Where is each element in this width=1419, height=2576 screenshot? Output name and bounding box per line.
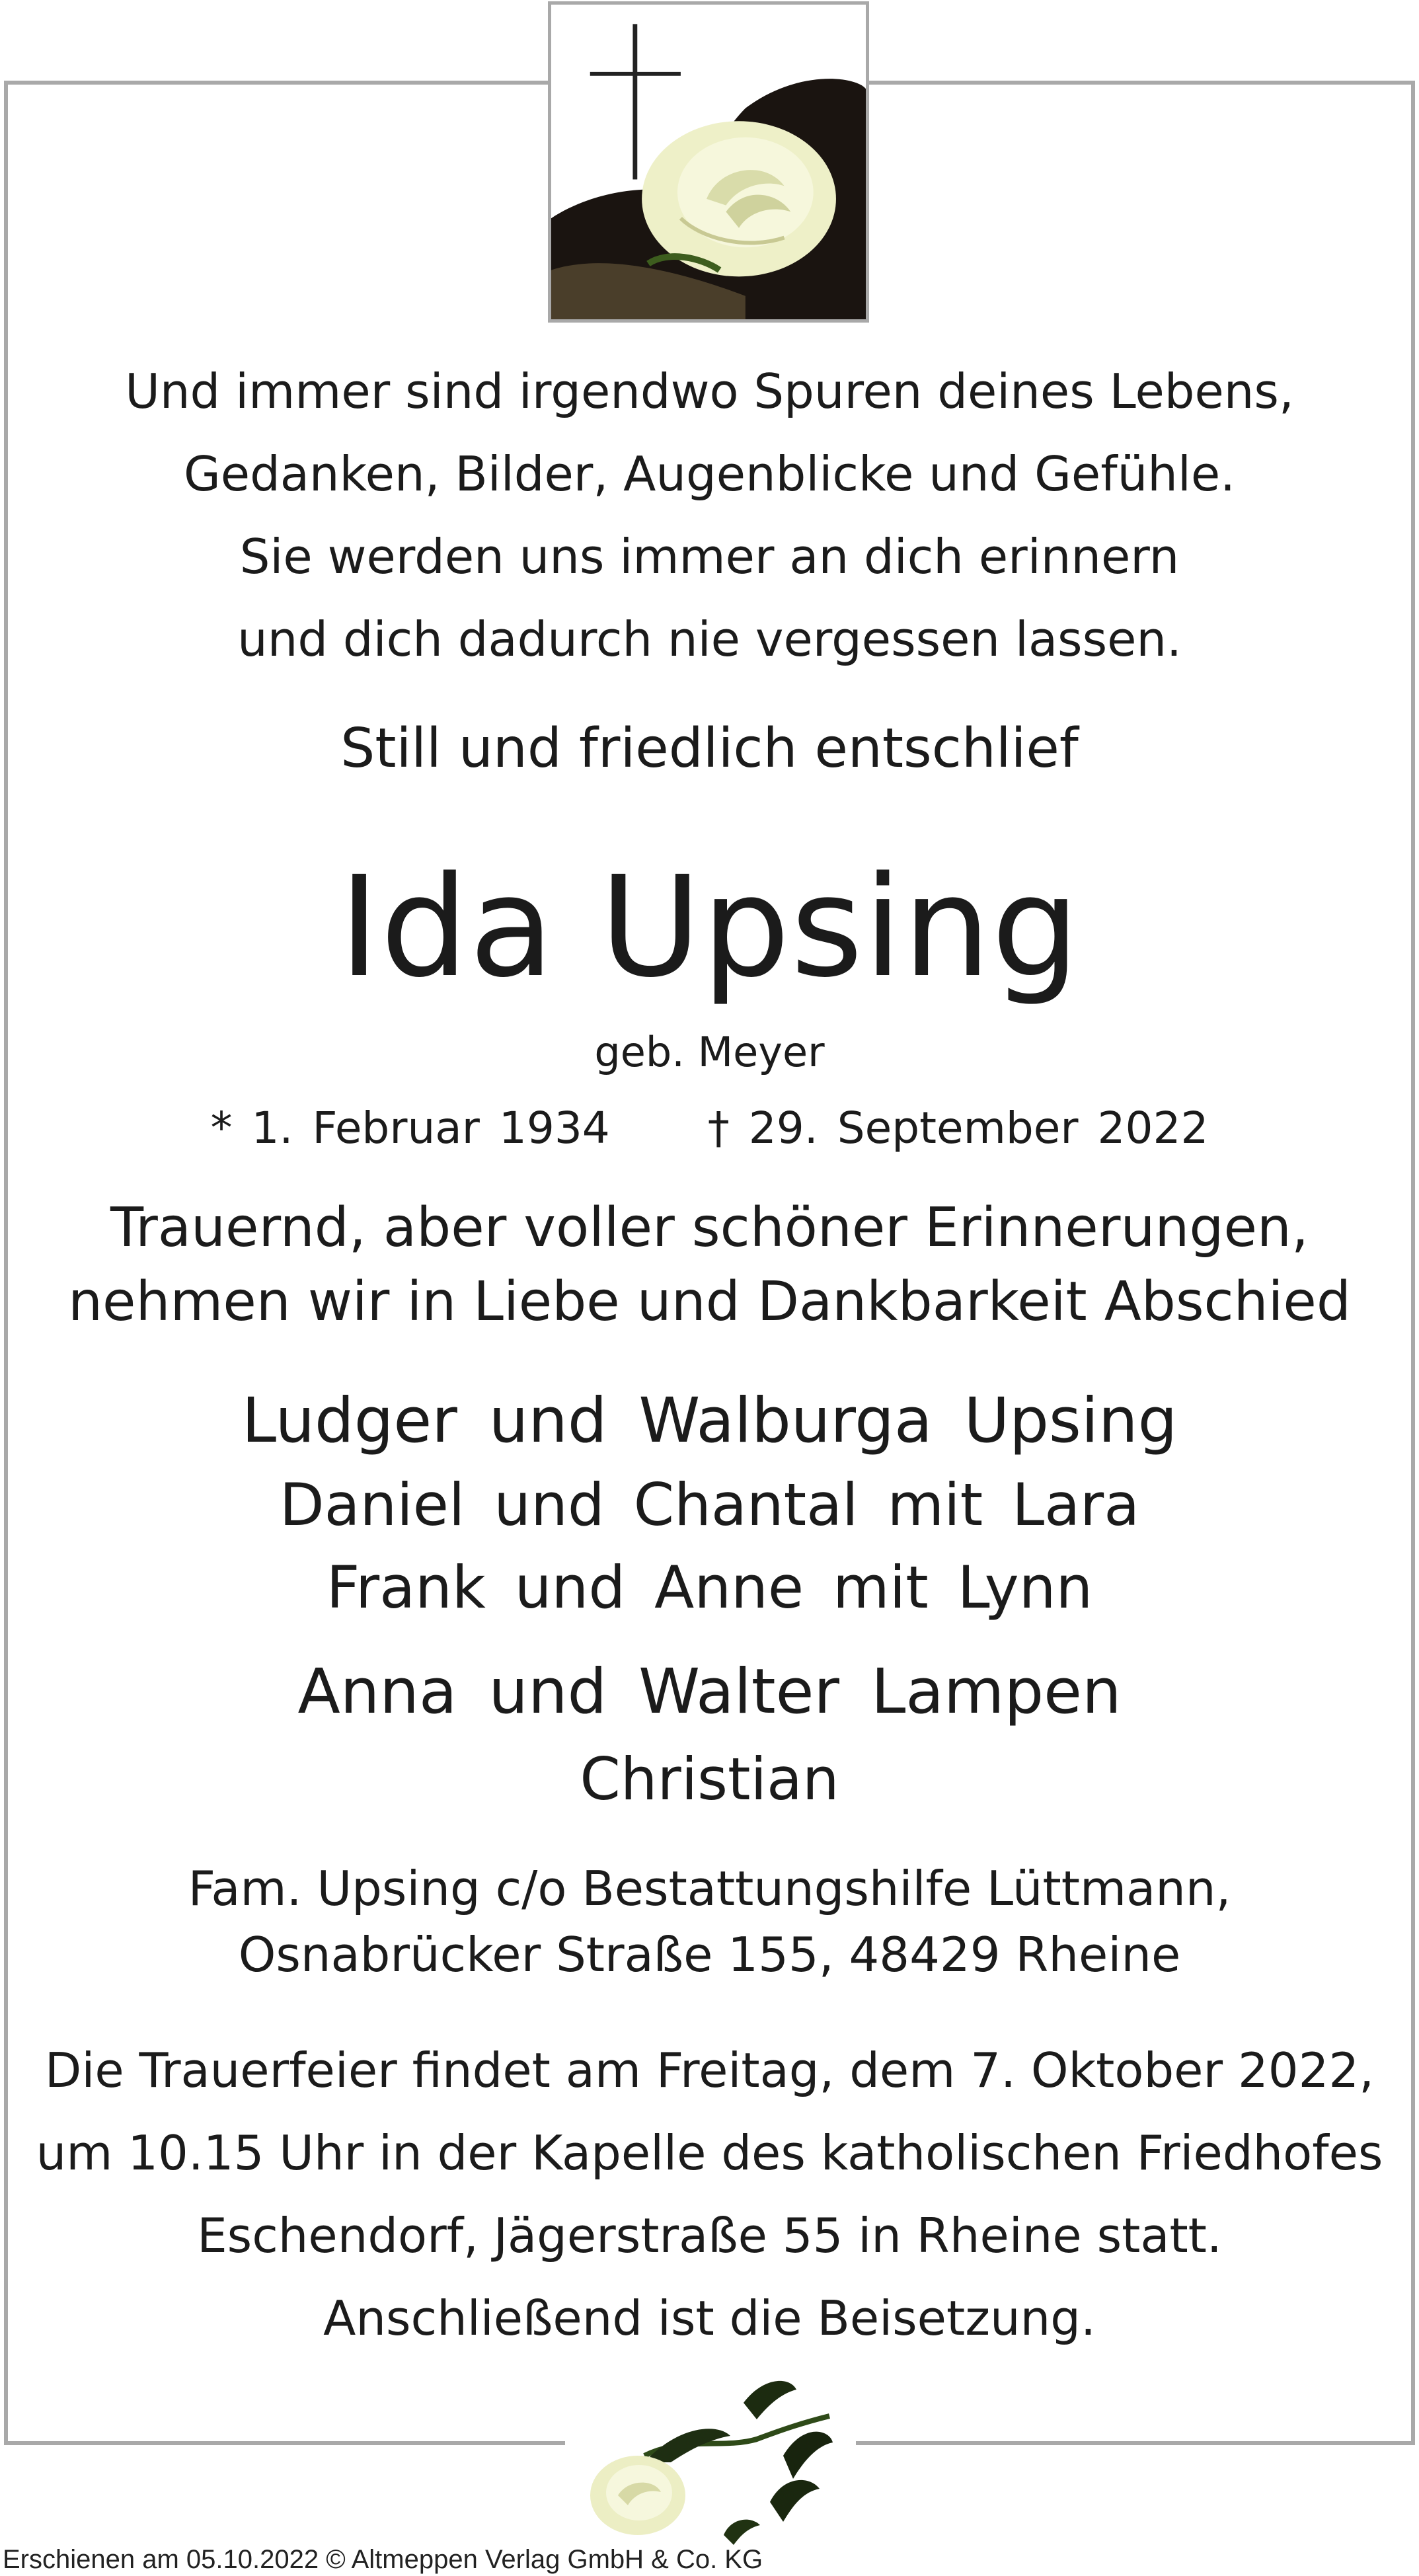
publication-footer: Erschienen am 05.10.2022 © Altmeppen Verlag GmbH & Co. KG	[3, 2545, 763, 2574]
life-dates	[0, 1103, 1419, 1153]
birth-name: geb. Meyer	[594, 1028, 825, 1076]
service-line-4: Anschließend ist die Beisetzung.	[323, 2290, 1096, 2346]
death-date: † 29. September 2022	[707, 1103, 1209, 1153]
verse-line-3: Sie werden uns immer an dich erinnern	[239, 529, 1180, 584]
address-line-1: Fam. Upsing c/o Bestattungshilfe Lüttmann,	[188, 1861, 1231, 1916]
address-line-2: Osnabrücker Straße 155, 48429 Rheine	[238, 1927, 1181, 1982]
service-line-3: Eschendorf, Jägerstraße 55 in Rheine statt.	[197, 2208, 1222, 2263]
family-main-1: Ludger und Walburga Upsing	[241, 1385, 1178, 1457]
service-line-1: Die Trauerfeier findet am Freitag, dem 7. Oktober 2022,	[44, 2043, 1375, 2098]
deceased-name: Ida Upsing	[338, 846, 1081, 1008]
family-member: Frank und Anne mit Lynn	[326, 1553, 1093, 1621]
intro-text: Still und friedlich entschlief	[340, 717, 1079, 780]
family-member: Christian	[580, 1745, 839, 1813]
birth-date: * 1. Februar 1934	[210, 1103, 610, 1153]
verse-line-4: und dich dadurch nie vergessen lassen.	[237, 611, 1182, 667]
mourning-line-1: Trauernd, aber voller schöner Erinnerungen,	[110, 1196, 1309, 1259]
rose-icon	[565, 2363, 856, 2548]
family-member: Daniel und Chantal mit Lara	[279, 1471, 1140, 1539]
verse-line-2: Gedanken, Bilder, Augenblicke und Gefühle.	[183, 446, 1236, 502]
mourning-line-2: nehmen wir in Liebe und Dankbarkeit Abschied	[68, 1270, 1351, 1333]
family-main-2: Anna und Walter Lampen	[297, 1656, 1122, 1728]
verse-line-1: Und immer sind irgendwo Spuren deines Lebens,	[125, 364, 1294, 419]
cross-rose-image	[548, 1, 869, 323]
service-line-2: um 10.15 Uhr in der Kapelle des katholischen Friedhofes	[36, 2125, 1383, 2181]
cross-icon	[551, 5, 866, 319]
rose-image	[565, 2363, 856, 2548]
